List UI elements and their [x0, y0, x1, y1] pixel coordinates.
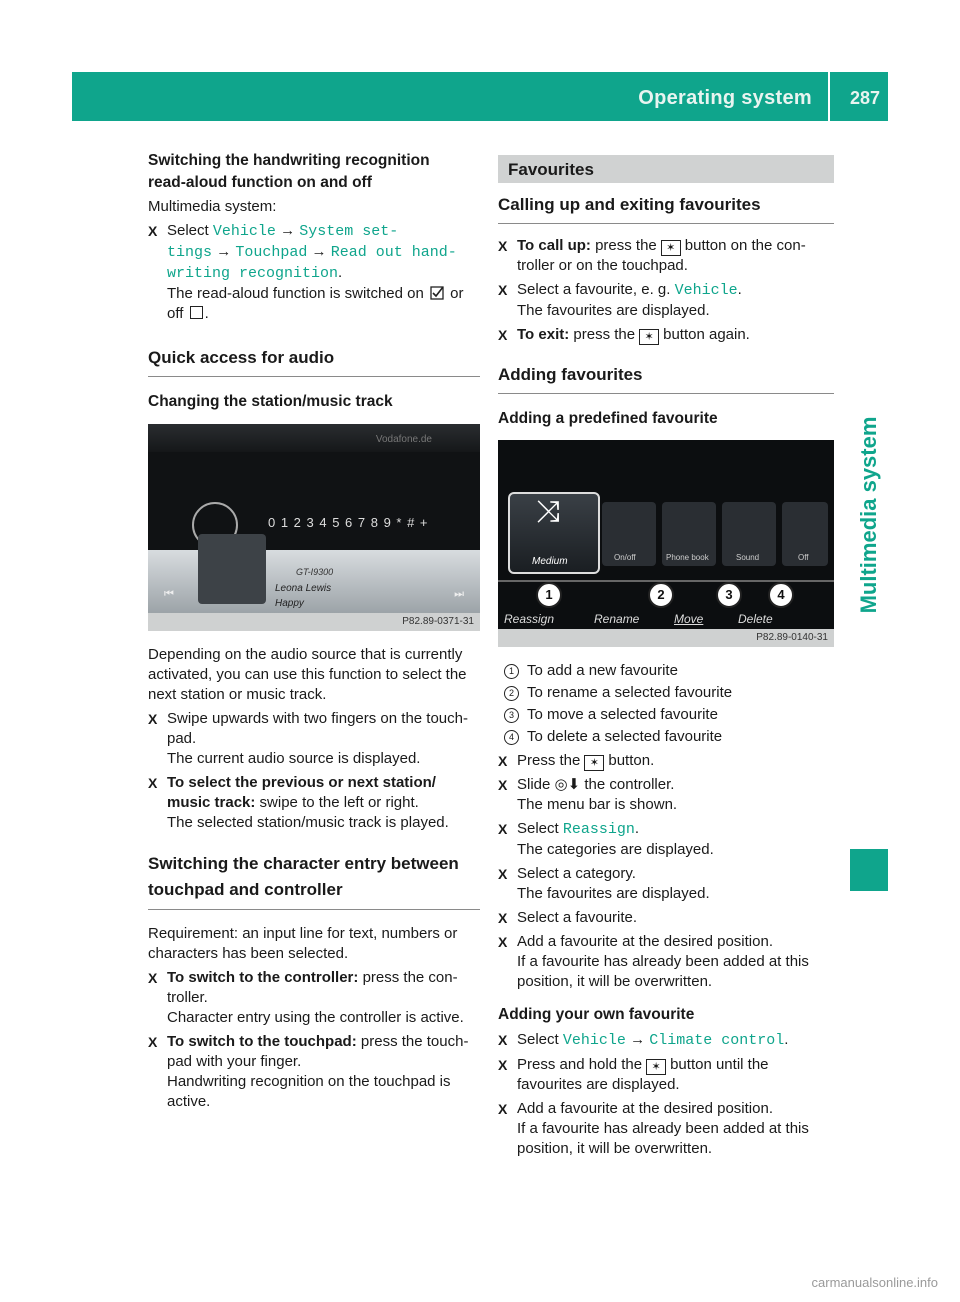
step-bullet-icon: X: [498, 327, 508, 343]
audio-screen-image: [148, 424, 480, 631]
step-bullet-icon: X: [498, 777, 508, 793]
section-heading: Adding favourites: [498, 363, 834, 394]
side-tab-label: Multimedia system: [856, 416, 881, 614]
footer-watermark: carmanualsonline.info: [811, 1275, 938, 1290]
prev-track-icon: ⏮: [164, 588, 174, 600]
step: X To switch to the controller: press the con- troller. Character entry using the controller is active.: [148, 969, 464, 1026]
tile-off: Off: [782, 502, 828, 566]
step-bullet-icon: X: [148, 223, 158, 239]
step: X Select Reassign. The categories are displayed.: [498, 820, 714, 858]
step: X Add a favourite at the desired position. If a favourite has already been added at this position, it will be overwritten.: [498, 1100, 809, 1157]
favourite-star-key-icon: ✶: [646, 1059, 666, 1075]
subsection-heading: Changing the station/music track: [148, 393, 393, 410]
right-column: [498, 150, 834, 1159]
intro-text: Multimedia system:: [148, 198, 277, 215]
tile-sound: Sound: [722, 502, 776, 566]
step: X Select a favourite.: [498, 909, 638, 926]
section-heading: Quick access for audio: [148, 346, 480, 377]
step: X Press the ✶ button.: [498, 752, 655, 769]
step: X Select a favourite, e. g. Vehicle. The favourites are displayed.: [498, 281, 742, 319]
screen-callout-1: 1: [536, 582, 562, 608]
provider-label: Vodafone.de: [375, 434, 432, 445]
favourites-screen-image: [498, 440, 834, 647]
step-bullet-icon: X: [498, 1101, 508, 1117]
paragraph: Depending on the audio source that is currently activated, you can use this function to select the next station or music track.: [148, 646, 467, 703]
artist: Leona Lewis: [275, 583, 332, 594]
step-bullet-icon: X: [498, 866, 508, 882]
screen-menu-item-move: Move: [674, 612, 704, 626]
step-bullet-icon: X: [148, 1034, 158, 1050]
step-bullet-icon: X: [148, 775, 158, 791]
section-heading: Calling up and exiting favourites: [498, 193, 834, 224]
step: X To select the previous or next station/ music track: swipe to the left or right. The selected station/music track is played.: [148, 774, 449, 831]
shuffle-icon: ⤨: [536, 495, 560, 528]
step: X Press and hold the ✶ button until the favourites are displayed.: [498, 1056, 769, 1093]
tile-phone-book: Phone book: [662, 502, 716, 566]
step: X Select a category. The favourites are displayed.: [498, 865, 710, 902]
image-reference: P82.89-0371-31: [148, 613, 480, 631]
song: Happy: [275, 598, 304, 609]
callout-2-icon: 2: [504, 686, 519, 701]
callout-4-icon: 4: [504, 730, 519, 745]
image-reference: P82.89-0140-31: [498, 629, 834, 647]
callout-legend: [498, 661, 834, 747]
checkbox-empty-icon: [190, 306, 203, 319]
list-item: 3 To move a selected favourite: [498, 705, 834, 725]
page-number: 287: [849, 88, 880, 108]
step: X To call up: press the ✶ button on the con- troller or on the touchpad.: [498, 237, 806, 274]
menu-ref-vehicle: Vehicle: [674, 282, 738, 299]
list-item: 4 To delete a selected favourite: [498, 727, 834, 747]
page-header: [72, 72, 888, 121]
screen-menu-item-reassign: Reassign: [504, 612, 555, 626]
subsection-heading: Adding your own favourite: [498, 1006, 695, 1023]
step-bullet-icon: X: [498, 1057, 508, 1073]
step-bullet-icon: X: [498, 934, 508, 950]
menu-ref-read-out: Read out hand‐: [330, 244, 457, 261]
screen-callout-4: 4: [768, 582, 794, 608]
favourite-star-key-icon: ✶: [639, 329, 659, 345]
step: X Slide ◎⬇ the controller. The menu bar is shown.: [498, 776, 678, 813]
header-divider: [828, 72, 830, 121]
step: X To switch to the touchpad: press the touch- pad with your finger. Handwriting recognition on the touchpad is active.: [148, 1033, 469, 1110]
tile-medium: ⤨ Medium: [508, 492, 600, 574]
menu-ref-vehicle: Vehicle: [562, 1032, 626, 1049]
paragraph: Requirement: an input line for text, numbers or characters has been selected.: [148, 925, 458, 962]
step: X Swipe upwards with two fingers on the touch- pad. The current audio source is displayed.: [148, 710, 468, 767]
chapter-title: Operating system: [638, 87, 812, 109]
step-bullet-icon: X: [498, 753, 508, 769]
step-bullet-icon: X: [498, 821, 508, 837]
side-tab-marker: [850, 849, 888, 891]
dial-digits: 0 1 2 3 4 5 6 7 8 9 * # +: [268, 515, 429, 530]
step: X Add a favourite at the desired position. If a favourite has already been added at this position, it will be overwritten.: [498, 933, 809, 990]
step-bullet-icon: X: [498, 910, 508, 926]
next-track-icon: ⏭: [454, 588, 464, 600]
section-heading: Switching the handwriting recognition read-aloud function on and off: [148, 152, 430, 191]
menu-ref-reassign: Reassign: [562, 821, 635, 838]
step-bullet-icon: X: [498, 238, 508, 254]
list-item: 2 To rename a selected favourite: [498, 683, 834, 703]
list-item: 1 To add a new favourite: [498, 661, 834, 681]
step-bullet-icon: X: [148, 970, 158, 986]
section-heading: Switching the character entry between touchpad and controller: [148, 851, 480, 910]
controller-slide-down-icon: ◎⬇: [554, 776, 581, 793]
menu-ref-system-settings: System set‐: [299, 223, 399, 240]
screen-menu-item-delete: Delete: [738, 612, 773, 626]
step: X Select Vehicle → System set‐ tings → Touchpad → Read out hand‐ writing recognition. The read-aloud function is switched on or off .: [148, 222, 464, 322]
favourite-star-key-icon: ✶: [661, 240, 681, 256]
checkbox-checked-icon: [430, 286, 444, 300]
step: X To exit: press the ✶ button again.: [498, 326, 750, 343]
screen-callout-3: 3: [716, 582, 742, 608]
callout-3-icon: 3: [504, 708, 519, 723]
menu-ref-climate-control: Climate control: [649, 1032, 785, 1049]
step-bullet-icon: X: [498, 1032, 508, 1048]
step-bullet-icon: X: [498, 282, 508, 298]
subsection-heading: Adding a predefined favourite: [498, 410, 718, 427]
screen-menu-item-rename: Rename: [594, 612, 640, 626]
screen-callout-2: 2: [648, 582, 674, 608]
step: X Select Vehicle → Climate control.: [498, 1031, 789, 1049]
menu-ref-vehicle: Vehicle: [212, 223, 276, 240]
favourite-star-key-icon: ✶: [584, 755, 604, 771]
tile-onoff: On/off: [602, 502, 656, 566]
step-bullet-icon: X: [148, 711, 158, 727]
menu-ref-touchpad: Touchpad: [235, 244, 308, 261]
callout-1-icon: 1: [504, 664, 519, 679]
left-column: [148, 150, 480, 1112]
section-banner: Favourites: [498, 155, 834, 183]
track-code: GT-I9300: [296, 567, 334, 577]
album-art: [198, 534, 266, 604]
